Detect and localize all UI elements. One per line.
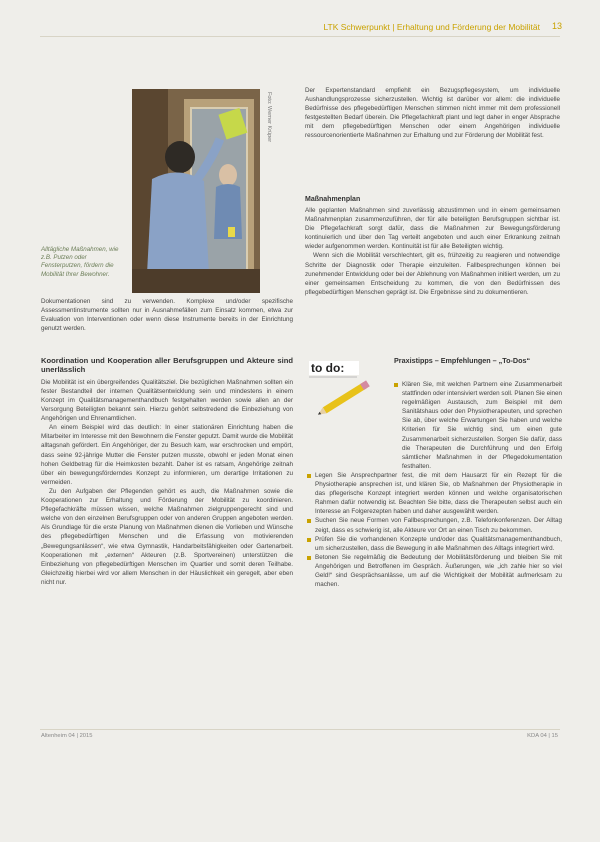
photo-illustration [132, 89, 260, 293]
footer-right: KDA 04 | 15 [527, 733, 558, 739]
article-photo [132, 89, 260, 293]
todo-item: Legen Sie Ansprechpartner fest, die mit dem Hausarzt für ein Rezept für die Physiotherapie ansprechen ist, und klären Sie, ob Maßnahmen der Physiotherapie in das pflegerische Konzept integriert werden können und welche organisatorischen Rahmen dafür notwendig ist. Beachten Sie bitte, dass die Therapeuten selbst auch ein Interesse an Folgerezepten haben und daher ausgewählt werden. [307, 471, 562, 516]
footer-left: Altenheim 04 | 2015 [41, 733, 93, 739]
paragraph: Alle geplanten Maßnahmen sind zuverlässig abzustimmen und in einem gemeinsamen Maßnahmenplan zusammenzuführen, der für alle beteiligten Berufsgruppen sichtbar ist. Die Pflegefachkraft sorgt dafür, dass die Maßnahmen zur Bewegungsförderung kontinuierlich und über den Tag verteilt angeboten und auch einer Erkrankung zeitnah wieder aufgenommen werden. Kontinuität ist für alle Beteiligten wichtig. [305, 207, 560, 251]
todo-item: Klären Sie, mit welchen Partnern eine Zusammenarbeit stattfinden oder intensiviert werden soll. Planen Sie einen regelmäßigen Austausch, zum Beispiel mit dem Sanitätshaus oder den Physiotherapeuten, und sprechen Sie ab, über welche Erwartungen Sie haben und welche Kriterien für Sie wichtig sind, um einen gute Zusammenarbeit sicherzustellen. Sorgen Sie dafür, dass die Therapeuten die Durchführung und den Erfolg sämtlicher Maßnahmen in der Pflegedokumentation festhalten. [394, 380, 562, 471]
todo-item: Betonen Sie regelmäßig die Bedeutung der Mobilitätsförderung und bleiben Sie mit Angehörigen und Betroffenen im Gespräch. Äußerungen, wie „ich zahle hier so viel Geld!“ sind Gesprächsanlässe, um auf die Wichtigkeit der Mobilität aufmerksam zu machen. [307, 553, 562, 589]
page-number: 13 [552, 21, 563, 31]
todo-logo-text: to do: [311, 361, 345, 375]
photo-credit: Foto: Werner Krüper [266, 92, 272, 143]
paragraph: An einem Beispiel wird das deutlich: In einer stationären Einrichtung haben die Mitarbeiter im Interesse mit den Bewohnern die Fenster geputzt. Damit wurde die Mobilität alltagsnah gefördert. Ein Angehöriger, der zu Besuch kam, war erschrocken und empört, dass seine 92-jährige Mutter die Fenster putzen musste, obwohl er jeden Monat einen hohen Geldbetrag für die Heimkosten bezahlt. Daher ist es ratsam, Angehörige zeitnah über ein bewegungsförderndes Konzept zu informieren, um derartige Irritationen zu vermeiden. [41, 424, 293, 486]
todo-title: Praxistipps – Empfehlungen – „To-Dos“ [394, 356, 531, 365]
footer-rule [40, 729, 560, 730]
paragraph: Zu den Aufgaben der Pflegenden gehört es auch, die Maßnahmen sowie die Kooperationen zur Erhaltung und Förderung der Mobilität zu koordinieren. Pflegefachkräfte müssen wissen, welche Maßnahmen zielgruppengerecht sind und welche von den einzelnen Berufsgruppen oder von anderen Gruppen angeboten werden. Als Grundlage für die erste Planung von Maßnahmen dienen die Vorlieben und Wünsche des pflegebedürftigen Menschen und die Erfassung von motivierenden „Bewegungsanlässen“, wie etwa Gymnastik, Handarbeitsfähigkeiten oder Gartenarbeit. Kooperationen mit „externen“ Akteuren (z.B. Sportvereinen) unterstützen die Einbeziehung von pflegebedürftigen Menschen im Quartier und somit deren Teilhabe. Gleichzeitig hierbei wird vor allem Menschen in der Häuslichkeit ein geregelt, aber eben nicht nur. [41, 487, 293, 586]
todo-list [307, 380, 562, 589]
paragraph: Dokumentationen sind zu verwenden. Komplexe und/oder spezifische Assessmentinstrumente sollten nur in Ausnahmefällen zum Einsatz kommen, etwa zur Evaluation von Interventionen oder wenn diese Instrumente bereits in der Einrichtung genutzt werden. [41, 298, 293, 333]
left-column-intro [41, 297, 293, 333]
header-rule [40, 36, 560, 37]
paragraph: Die Mobilität ist ein übergreifendes Qualitätsziel. Die bezüglichen Maßnahmen sollten ein fester Bestandteil der internen Qualitätsentwicklung sein und mindestens in einem Konzept im Qualitätsmanagementhandbuch festgehalten werden sowie allen an der Versorgung Beteiligten bekannt sein. Hierzu gehört selbstredend die Einbeziehung von Angehörigen und Ehrenamtlichen. [41, 378, 293, 423]
photo-caption: Alltägliche Maßnahmen, wie z.B. Putzen oder Fensterputzen, fördern die Mobilität Ihrer Bewohner. [41, 246, 119, 278]
paragraph: Wenn sich die Mobilität verschlechtert, gilt es, frühzeitig zu reagieren und notwendige Schritte der Diagnostik oder Therapie einzuleiten. Fallbesprechungen können bei zunehmender Entwicklung oder bei der Ablehnung von Maßnahmen initiiert werden, um zu einer gemeinsamen Entscheidung zu kommen, die von den Bedürfnissen des pflegebedürftigen Menschen geprägt ist. Die Ergebnisse sind zu dokumentieren. [305, 252, 560, 296]
paragraph: Der Expertenstandard empfiehlt ein Bezugspflegesystem, um individuelle Aushandlungsprozesse sicherzustellen. Wichtig ist darüber vor allem: die individuelle Bedürfnisse des pflegebedürftigen Menschen stimmen nicht immer mit dem professionell festgestellten Bedarf überein. Die Pflegefachkraft plant und legt daher in enger Absprache mit dem pflegebedürftigen Menschen oder einem Angehörigen individuelle ressourcenorientierte Maßnahmen zur Erhaltung und zur Förderung der Mobilität fest. [305, 87, 560, 140]
todo-item: Suchen Sie neue Formen von Fallbesprechungen, z.B. Telefonkonferenzen. Der Alltag zeigt, dass es schwierig ist, alle Akteure vor Ort an einen Tisch zu bekommen. [307, 516, 562, 534]
plan-heading: Maßnahmenplan [305, 196, 361, 203]
left-column-section [41, 356, 293, 587]
measures-plan-section [305, 195, 560, 297]
right-column-intro [305, 86, 560, 141]
section-heading: Koordination und Kooperation aller Berufsgruppen und Akteure sind unerlässlich [41, 356, 293, 375]
todo-item: Prüfen Sie die vorhandenen Konzepte und/oder das Qualitätsmanagementhandbuch, um sicherzustellen, dass die Bewegung in alle Maßnahmen des Alltags integriert wird. [307, 535, 562, 553]
running-head: LTK Schwerpunkt | Erhaltung und Förderung der Mobilität [323, 22, 540, 32]
